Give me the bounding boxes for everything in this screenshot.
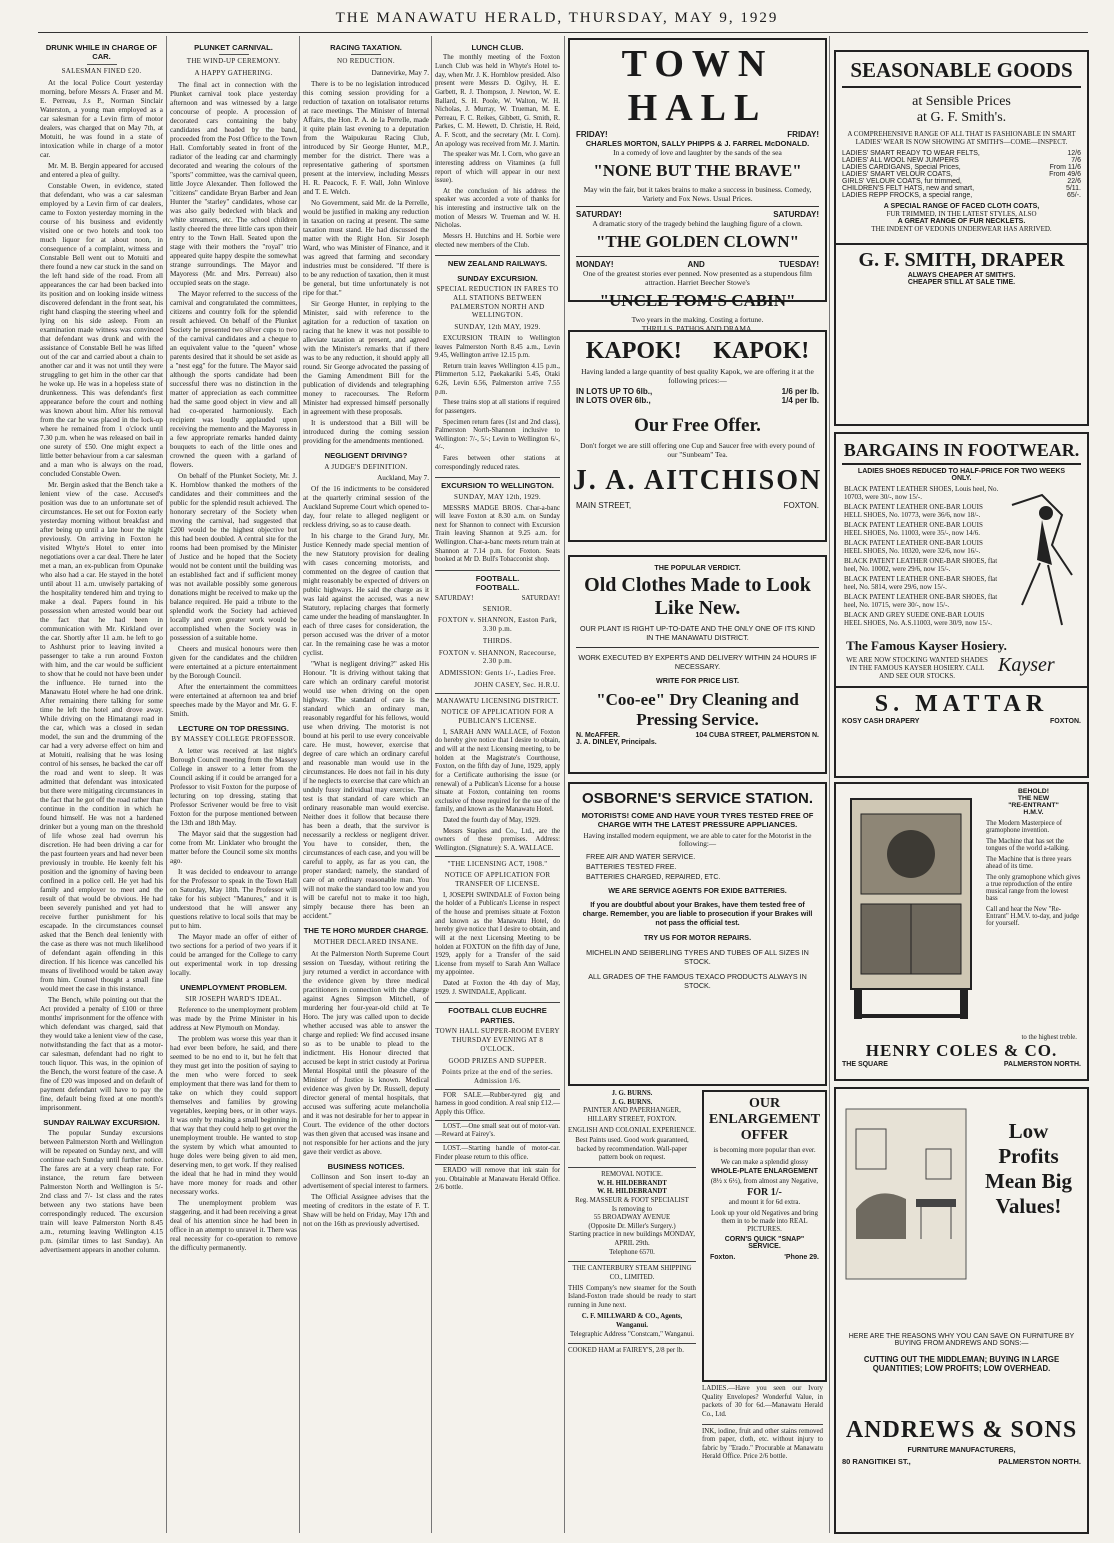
item-price: From 49/6 — [1049, 171, 1081, 178]
advert-title: Values! — [995, 1194, 1062, 1218]
dateline: Auckland, May 7. — [377, 474, 429, 483]
advert-text: THRILLS, PATHOS AND DRAMA. — [641, 324, 754, 333]
paragraph: Sir George Hunter, in replying to the Minister, said with reference to the agitation for a reduction of taxation on racing that he knew it was not possible to alleviate taxation at present, and agreed with the Minister's remarks that if there was to be any reduction, it should apply all round. Sir George advocated the passing of the Gaming Amendment Bill for the publication of dividends and telegraphing money to racecourses. The Reform Minister had expressed himself personally in agreement with these proposals. — [303, 300, 429, 417]
shoe-item: BLACK PATENT LEATHER ONE-BAR LOUIS HELL SHOES, No. 10773, were 36/6, now 18/-. — [844, 503, 983, 519]
advert-title: BARGAINS IN FOOTWEAR. — [842, 440, 1081, 465]
item-name: LADIES' SMART VELOUR COATS, — [842, 171, 953, 178]
town-hall-advert — [568, 38, 827, 333]
film-title: "NONE BUT THE BRAVE" — [593, 161, 802, 180]
paragraph: Dated the fourth day of May, 1929. — [443, 817, 541, 825]
advert-text: Having landed a large quantity of best quality Kapok, we are offering it at the following prices:— — [581, 367, 814, 385]
paragraph: After the entertainment the committees were entertained at afternoon tea and brief speeches made by the Mayor and Mr. G. F. Smith. — [170, 682, 297, 718]
headline: FOOTBALL CLUB EUCHRE PARTIES. — [435, 1002, 560, 1025]
price-value: 1/6 per lb. — [781, 387, 819, 396]
headline: LUNCH CLUB. — [471, 43, 524, 52]
advert-text: Telegraphic Address "Constcam," Wanganui. — [569, 1330, 695, 1338]
headline: NEGLIGENT DRIVING? — [324, 451, 408, 461]
advert-text: CUTTING OUT THE MIDDLEMAN; BUYING IN LARGE QUANTITIES; LOW PROFITS; LOW OVERHEAD. — [863, 1355, 1060, 1373]
paragraph: Cheers and musical honours were then given for the candidates and the children were entertained at a picture entertainment by the Borough Council. — [170, 644, 297, 680]
advert-text: FRIDAY! — [787, 130, 819, 139]
paragraph: At the Palmerston North Supreme Court session on Tuesday, without retiring the jury returned a verdict in accordance with the evidence given by three medical practitioners in connection with the charge against Agnes Simpson Mitchell, of murdering her four-year-old child at Te Horo. The jury was called upon to decide whether accused was able to answer the charge and replied: We find accused insane so as to be unable to plead to the indictment. His Honour directed that accused be kept in strict custody at Porirua Mental Hospital until the pleasure of the Minister of Justice is known. Medical evidence was given by Dr. Russell, deputy director general of mental hospitals, that accused was suffering acute melancholia and it was not desirable for her to appear in Court. The evidence of the other doctors was then given that accused was insane and not responsible for her actions and the jury gave their verdict as above. — [303, 949, 429, 1156]
paragraph: Dated at Foxton the 4th day of May, 1929. J. SWINDALE, Applicant. — [435, 980, 560, 996]
small-classifieds — [702, 1385, 823, 1530]
subheading: BY MASSEY COLLEGE PROFESSOR. — [171, 735, 296, 744]
advert-text: May win the fair, but it takes brains to make a success in business. Comedy, Variety and Fox News. Usual Prices. — [583, 185, 812, 203]
price-label: IN LOTS OVER 6lb., — [576, 396, 651, 405]
advert-text: MICHELIN AND SEIBERLING TYRES AND TUBES OF ALL SIZES IN STOCK. — [586, 948, 809, 966]
paragraph: At the local Police Court yesterday morning, before Messrs A. Fraser and M. E. Perreau, J.s P., Norman Sinclair Waterston, a young man employed as a car salesman for a Levin firm of motor dealers, was charged that on May 7th, at Motuiti, he was found in a state of intoxication while in charge of a motor car. — [40, 78, 163, 159]
advert-text: KOSY CASH DRAPERY — [842, 718, 920, 725]
advert-text: and mount it for 6d extra. — [728, 1198, 801, 1206]
shoe-item: BLACK AND GREY SUEDE ONE-BAR LOUIS HEEL SHOES, No. A.S.11003, were 30/9, now 15/-. — [844, 611, 993, 627]
notice-heading: THE CANTERBURY STEAM SHIPPING CO., LIMITED. — [568, 1261, 696, 1282]
advert-text: BATTERIES TESTED FREE. — [586, 864, 677, 871]
advertiser-name: J. A. AITCHISON — [572, 465, 823, 496]
advert-subtitle: at G. F. Smith's. — [916, 110, 1007, 125]
smith-draper-advert — [834, 50, 1089, 426]
advert-text: OUR PLANT IS RIGHT UP-TO-DATE AND THE ONLY ONE OF ITS KIND IN THE MANAWATU DISTRICT. — [579, 624, 816, 642]
advert-text: Best Paints used. Good work guaranteed, backed by recommendation. Wall-paper pattern book on request. — [575, 1137, 689, 1162]
notice-text: Points prize at the end of the series. Admission 1/6. — [442, 1068, 553, 1085]
subheading: SALESMAN FINED £20. — [61, 66, 142, 75]
headline: FOOTBALL. — [435, 570, 560, 583]
advert-title: OFFER — [740, 1128, 789, 1143]
advert-text: (8½ x 6½), from almost any Negative, — [710, 1177, 819, 1185]
paragraph: The speaker was Mr. I. Corn, who gave an interesting address on Vitamines (a full report of which will appear in our next issue). — [435, 151, 560, 185]
gramophone-cabinet-illustration — [836, 784, 986, 1034]
advert-text: 80 RANGITIKEI ST., — [842, 1457, 911, 1466]
paragraph: I, SARAH ANN WALLACE, of Foxton do hereby give notice that I desire to obtain, and will at the next Licensing meeting, to be holden at the Magistrate's Courthouse, Foxton, on the fifth day of June, 1929, apply for a Certificate authorising the issue (or renewal) of a Publican's License for a house situate at Foxton, containing ten rooms exclusive of those required for the use of the family, and known as the Manawatu Hotel. — [435, 728, 560, 814]
paragraph: The Mayor said that the suggestion had come from Mr. Linklater who brought the matter before the Council some six months ago. — [170, 830, 297, 866]
paragraph: Messrs H. Hutchins and H. Sorbie were elected new members of the Club. — [435, 232, 560, 249]
item-name: LADIES REPP FROCKS, a special range, — [842, 192, 973, 199]
notice-heading: MANAWATU LICENSING DISTRICT. — [435, 693, 560, 706]
headline: THE TE HORO MURDER CHARGE. — [303, 926, 429, 936]
column-divider — [829, 36, 830, 1533]
advert-text: 104 CUBA STREET, PALMERSTON N. — [695, 732, 819, 739]
advert-text: Having installed modern equipment, we are able to cater for the Motorist in the following:— — [583, 832, 812, 848]
advertiser-name: C. F. MILLWARD & CO., Agents, Wanganui. — [581, 1313, 683, 1329]
advert-subtitle: The Famous Kayser Hosiery. — [846, 638, 1007, 653]
advert-text: TRY US FOR MOTOR REPAIRS. — [643, 933, 752, 942]
headline: BUSINESS NOTICES. — [327, 1161, 405, 1171]
advert-title: KAPOK! — [585, 338, 682, 364]
price-row — [836, 171, 1087, 178]
advert-text: THE SQUARE — [842, 1061, 888, 1068]
paragraph: Of the 16 indictments to be considered at the quarterly criminal session of the Auckland Supreme Court which opened to-day, four relate to alleged negligent or reckless driving, so as to cause death. — [303, 485, 429, 530]
advert-text: Call and hear the New "Re-Entrant" H.M.V. to-day, and judge for yourself. — [986, 906, 1080, 927]
item-name: LADIES' SMART READY TO WEAR FELTS, — [842, 150, 980, 157]
notice-text: FOXTON v. SHANNON, Easton Park, 3.30 p.m. — [438, 616, 557, 634]
price-list — [836, 150, 1087, 199]
item-price: 65/-. — [1066, 192, 1081, 199]
subheading: A HAPPY GATHERING. — [194, 69, 273, 78]
advert-text: WORK EXECUTED BY EXPERTS AND DELIVERY WITHIN 24 HOURS IF NECESSARY. — [578, 653, 817, 671]
advertiser-name: S. MATTAR — [836, 686, 1087, 718]
advert-text: (Opposite Dr. Miller's Surgery.) — [588, 1222, 676, 1230]
subheading: MOTHER DECLARED INSANE. — [313, 937, 419, 946]
paragraph: It was decided to endeavour to arrange for the Professor to speak in the Town Hall on Saturday, May 18th. The Professor will take for his subject "Manures," and it is understood that he will answer any questions relative to local soils that may be put to him. — [170, 868, 297, 931]
advert-text: WE ARE SERVICE AGENTS FOR EXIDE BATTERIES. — [608, 886, 787, 895]
subheading: THE WIND-UP CEREMONY. — [186, 57, 281, 66]
price-row — [836, 178, 1087, 185]
advert-text: THE NEW — [1017, 795, 1050, 802]
advert-text: CORN'S QUICK "SNAP" SERVICE. — [724, 1236, 805, 1250]
subheading: SUNDAY, MAY 12th, 1929. — [454, 492, 541, 501]
notice-text: GOOD PRIZES AND SUPPER. — [448, 1056, 547, 1065]
column-divider — [431, 36, 432, 1533]
subheading: NO REDUCTION. — [337, 57, 395, 66]
film-title: "UNCLE TOM'S CABIN" — [599, 291, 796, 310]
shoe-item: BLACK PATENT LEATHER ONE-BAR LOUIS HEEL SHOES, No. 10320, were 32/6, now 16/-. — [844, 539, 983, 555]
advert-text: One of the greatest stories ever penned. Now presented as a stupendous film attraction. Harriet Beecher Stowe's — [583, 269, 812, 287]
advert-text: FRIDAY! — [576, 130, 608, 139]
headline: NEW ZEALAND RAILWAYS. — [435, 255, 560, 268]
subheading: A JUDGE'S DEFINITION. — [324, 462, 408, 471]
paragraph: On behalf of the Plunket Society, Mr. J. K. Hornblow thanked the mothers of the candidates and their committees and the public for the splendid result achieved. The honorary secretary of the Society when moving the carnival, had suggested that £200 would be the highest objective but this had been doubled. A central site for the rooms had been promised by the Minister of Justice and he hoped that the Society would not be content until the building was an established fact and if sufficient money was not available possibly some generous donations might be received to make up the balance required. He paid a tribute to the splendid work the Society had achieved locally and even greater work would be accomplished when the Society was in possession of a suitable home. — [170, 471, 297, 642]
paragraph: "What is negligent driving?" asked His Honour. "It is driving without taking that care which an ordinary careful motorist would use when driving on the open highway. The standard of care is the standard which an ordinary man, reasonably regardful for his fellows, would use when driving. The motorist is not bound at his peril to use every conceivable care. He must, however, exercise that degree of care which an ordinary careful and reasonable man would use in the circumstances. He does not fail in his duty if he neglects to exercise that care which an unduly fussy individual may exercise. The test is that standard of care which an ordinary reasonable man would exercise. Neither does it follow that because there has been a death, that the survivor is necessarily a reckless or negligent driver. You have to consider, then, the circumstances of each case, and you will be careful to apply, as far as you can, the proper standard; namely, the standard of care of an ordinary reasonable man. You will not make the standard too low and you will be careful not to make it too high, simply because there has been an accident." — [303, 660, 429, 921]
headline: EXCURSION TO WELLINGTON. — [435, 477, 560, 490]
advert-text: MONDAY! — [576, 260, 614, 269]
item-name: CHILDREN'S FELT HATS, new and smart, — [842, 185, 975, 192]
kayser-logo: Kayser — [998, 654, 1055, 676]
masthead: THE MANAWATU HERALD, THURSDAY, MAY 9, 1929 — [335, 10, 779, 26]
classified-ad: FOR SALE.—Rubber-tyred gig and harness in good condition. A real snip £12.—Apply this Office. — [435, 1089, 560, 1118]
paragraph: Specimen return fares (1st and 2nd class), Palmerston North-Shannon inclusive to Wellington: 7/-, 5/-; Levin to Wellington 6/-, 4/-. — [435, 418, 560, 452]
advert-text: A dramatic story of the tragedy behind the laughing figure of a clown. — [592, 219, 803, 228]
advert-text: Reg. MASSEUR & FOOT SPECIALIST — [575, 1196, 689, 1204]
advert-text: Is removing to — [611, 1205, 653, 1213]
advert-text: Foxton. — [710, 1254, 736, 1261]
advert-text: to the highest treble. — [1021, 1034, 1077, 1041]
subheading: SIR JOSEPH WARD'S IDEAL. — [185, 994, 282, 1003]
advert-text: If you are doubtful about your Brakes, have them tested free of charge. Remember, you are liable to prosecution if your Brakes will not pass the official test. — [582, 900, 813, 927]
advert-text: N. McAFFER. — [576, 732, 620, 739]
film-title: "THE GOLDEN CLOWN" — [595, 232, 800, 251]
headline: RACING TAXATION. — [330, 43, 402, 52]
paragraph: Fares between other stations at correspondingly reduced rates. — [435, 455, 560, 471]
advert-title: Low — [1008, 1119, 1049, 1143]
shoe-list — [836, 485, 1002, 635]
shoe-item: BLACK PATENT LEATHER ONE-BAR LOUIS HEEL SHOES, No. 11003, were 35/-, now 14/6. — [844, 521, 983, 537]
advert-text: is becoming more popular than ever. — [713, 1146, 816, 1154]
advert-title: ENLARGEMENT — [708, 1112, 821, 1127]
paragraph: MESSRS MADGE BROS. Char-a-banc will leave Foxton at 8.30 a.m. on Sunday next for Shannon to connect with Excursion Train leaving Shannon at 9.25 a.m. for Wellington. Char-a-banc meets return train at Shannon at 7.14 p.m. for Foxton. Seats booked at Mr D. Bull's Tobacconist shop. — [435, 504, 560, 564]
price-row — [836, 192, 1087, 199]
advert-text: The Modern Masterpiece of gramophone invention. — [986, 820, 1063, 834]
subheading: SPECIAL REDUCTION IN FARES TO ALL STATIONS BETWEEN PALMERSTON NORTH AND WELLINGTON. — [436, 285, 559, 320]
column-1 — [40, 38, 163, 1528]
item-price: From 11/6 — [1049, 164, 1081, 171]
shoe-item: BLACK PATENT LEATHER SHOES, Louis heel, No. 10703, were 30/-, now 15/-. — [844, 485, 999, 501]
paragraph: The Official Assignee advises that the meeting of creditors in the estate of F. T. Shaw will be held on Friday, May 17th and not on the 16th as previously advertised. — [303, 1193, 429, 1229]
advertiser-name: W. H. HILDEBRANDT — [597, 1179, 667, 1187]
advert-text: Look up your old Negatives and bring them in to be made into REAL PICTURES. — [711, 1209, 818, 1233]
enlargement-advert — [702, 1090, 827, 1382]
advert-text: PAINTER AND PAPERHANGER, HILLARY STREET, FOXTON. — [583, 1107, 681, 1123]
shoe-item: BLACK PATENT LEATHER ONE-BAR SHOES, flat heel, No. 10002, were 29/6, now 15/-. — [844, 557, 998, 573]
paragraph: Mr. M. B. Bergin appeared for accused and entered a plea of guilty. — [40, 161, 163, 179]
advert-text: AND — [687, 260, 705, 269]
item-name: LADIES CARDIGANS, Special Prices, — [842, 164, 961, 171]
advert-text: CHARLES MORTON, SALLY PHIPPS & J. FARREL McDONALD. — [585, 139, 810, 148]
advert-text: Starting practice in new buildings MONDAY, APRIL 29th. — [569, 1231, 695, 1247]
advertiser-name: J. G. BURNS. — [611, 1090, 653, 1097]
column-4 — [435, 38, 560, 1528]
dry-cleaning-advert — [568, 555, 827, 774]
masthead-rule — [38, 32, 1088, 33]
item-price: 7/6 — [1071, 157, 1081, 164]
advert-text: In a comedy of love and laughter by the sands of the sea — [613, 148, 782, 157]
advert-title: OSBORNE'S SERVICE STATION. — [581, 790, 814, 807]
advert-text: The Machine that has set the tongues of the world a-talking. — [986, 838, 1070, 852]
advert-text: BATTERIES CHARGED, REPAIRED, ETC. — [586, 874, 721, 881]
price-row — [836, 164, 1087, 171]
paragraph: The unemployment problem was staggering, and it had been receiving a great deal of his attention since he had been in office in an attempt to unravel it. There was real necessity for co-operation to remove the difficulty permanently. — [170, 1199, 297, 1253]
column-divider — [166, 36, 167, 1533]
advert-text: SATURDAY! — [576, 210, 622, 219]
notice-heading: "THE LICENSING ACT, 1908." — [435, 856, 560, 869]
advert-text: FOXTON. — [783, 501, 819, 510]
advert-text: PALMERSTON NORTH. — [998, 1457, 1081, 1466]
paragraph: There is to be no legislation introduced this coming session providing for a reduction of taxation on totalisator returns at race meetings. The Minister of Internal Affairs, the Hon. P. A. de la Perrelle, made it quite plain last evening to a deputation from the Waipukurau Racing Club, introduced by Sir George Hunter, M.P., member for the district. There was a representative gathering of sportsmen present at the interview, including Messrs H. R. Peacock, F. F. Wall, John Winlove and T. E. Welch. — [303, 80, 429, 197]
advert-text: TUESDAY! — [778, 260, 819, 269]
paragraph: The Mayor made an offer of either of two sections for a period of two years if it could be arranged for the College to carry out experimental work in top dressing locally. — [170, 933, 297, 978]
paragraph: Constable Owen, in evidence, stated that defendant, who was a car salesman employed by a Levin firm of car dealers, came to Foxton yesterday morning in the course of his business and evidently visited one or two hotels and took too much liquor for at about noon, in consequence of a complaint, witness and Constable Bell went out to Motuiti and there found a new car stuck in the sand on the left hand side of the road. From all appearances the car had been backed into its position and on looking inside witness discovered defendant in the front seat, his right hand clasping the steering wheel and lying on his side asleep. From an examination made witness was convinced that defendant was drunk and with the assistance of Constable Bell he was lifted out of the car and carried about a chain to another car and it was not until they were struggling to get him in the other car that he woke up. He was in a hopeless state of drunkenness. This was defendant's first appearance before the court and nothing was known about him. After his removal from the car he was placed in the lock-up where he remained from 1 o'clock until 7.30 p.m. when he was released on bail in one surety of £50. One might expect a little better behaviour from a car salesman and a man who is always on the road, concluded Constable Owen. — [40, 181, 163, 478]
advert-title: OUR — [748, 1096, 781, 1111]
signature: JOHN CASEY, Sec. H.R.U. — [474, 680, 560, 689]
advert-text: We can make a splendid glossy — [720, 1158, 809, 1166]
classified-ad: COOKED HAM at FAIREY'S, 2/8 per lb. — [568, 1343, 696, 1356]
advert-text: The Machine that is three years ahead of its time. — [986, 856, 1072, 870]
footwear-advert — [834, 432, 1089, 778]
furniture-advert — [834, 1087, 1089, 1534]
advert-text: THIS Company's new steamer for the South Island-Foxton trade should be ready to start running in June next. — [568, 1284, 696, 1309]
advertiser-name: J. G. BURNS. — [611, 1098, 653, 1106]
dancer-illustration — [1002, 485, 1082, 635]
paragraph: A letter was received at last night's Borough Council meeting from the Massey College in answer to a letter from the Council asking if it could be arranged for a Professor to visit Foxton for the purpose of lecturing on top dressing, stating that Professor Scrivener would be free to visit Foxton for the purpose mentioned between the 13th and 18th May. — [170, 747, 297, 828]
subheading: SUNDAY EXCURSION. — [457, 273, 538, 283]
classified-ad: LADIES.—Have you seen our Ivory Quality Envelopes? Wonderful Value, in packets of 30 for 6d.—Manawatu Herald Co., Ltd. — [702, 1385, 823, 1418]
paragraph: At the conclusion of his address the speaker was accorded a vote of thanks for his interesting and instructive talk on the motion of Messrs W. Trueman and W. H. Nicholas. — [435, 187, 560, 230]
advert-text: LADIES SHOES REDUCED TO HALF-PRICE FOR TWO WEEKS ONLY. — [857, 468, 1066, 482]
headline: PLUNKET CARNIVAL. — [194, 43, 273, 52]
headline: FOOTBALL. — [475, 583, 520, 593]
headline: DRUNK WHILE IN CHARGE OF CAR. — [45, 43, 158, 62]
item-price: 22/6 — [1067, 178, 1081, 185]
price-value: 1/4 per lb. — [781, 396, 819, 405]
advert-title: Our Free Offer. — [634, 415, 761, 436]
item-price: 12/6 — [1067, 150, 1081, 157]
advert-text: WE ARE NOW STOCKING WANTED SHADES IN THE FAMOUS KAYSER HOSIERY. CALL AND SEE OUR STOCKS. — [846, 656, 988, 680]
notice-text: SATURDAY! — [435, 594, 474, 602]
classified-ad: INK, iodine, fruit and other stains removed from paper, cloth, etc. without injury to fabric by "Erado." Procurable at Manawatu Herald Office. Price 2/6 bottle. — [702, 1424, 823, 1463]
paragraph: I, JOSEPH SWINDALE of Foxton being the holder of a Publican's License in respect of the house and premises situate at Foxton and known as the Manawatu Hotel, do hereby give notice that I desire to obtain, and will at the next Licensing Meeting to be holden at FOXTON on the fifth day of June, 1929, apply for a Transfer of the said License from myself to Sarah Ann Wallace my appointee. — [435, 891, 560, 977]
paragraph: In his charge to the Grand Jury, Mr. Justice Kennedy made special mention of the new Statutory provision for dealing with cases concerning motorists, and commented on the degree of caution that might reasonably be expected of drivers on public highways. He said the charge as it was laid against the accused, was a new Statutory, replacing charges that formerly came under the heading of manslaughter. In each of three cases for consideration, the person accused was the driver of a motor car. In the remaining case he was a motor cyclist. — [303, 532, 429, 658]
notice-text: FOXTON v. SHANNON, Racecourse, 2.30 p.m. — [438, 648, 557, 666]
classified-ad: ERADO will remove that ink stain for you. Obtainable at Manawatu Herald Office. 2/6 bottle. — [435, 1164, 560, 1193]
paragraph: No Government, said Mr. de la Perrelle, would be justified in making any reduction in taxation on racing at present. The same taxation must stand. He had discussed the matter with the Right Hon. Sir Joseph Ward, who was Minister of Finance, and it was agreed that farming and secondary industries must be considered. "If there is to be any reduction of taxation, then it must be general, but time unfortunately is not ripe for that." — [303, 199, 429, 298]
column-divider — [564, 36, 565, 1533]
price-label: IN LOTS UP TO 6lb., — [576, 387, 653, 396]
advert-text: ALWAYS CHEAPER AT SMITH'S. — [907, 272, 1016, 279]
advert-text: Don't forget we are still offering one Cup and Saucer free with every pound of our "Sunbeam" Tea. — [580, 441, 815, 459]
advert-text: A SPECIAL RANGE OF FACED CLOTH COATS, — [883, 203, 1040, 210]
paragraph: Return train leaves Wellington 4.15 p.m., Plimmerton 5.12, Paekakariki 5.45, Otaki 6.26, Levin 6.56, Palmerston arrive 7.55 p.m. — [435, 362, 560, 396]
advert-title: KAPOK! — [713, 338, 810, 364]
advertiser-name: "Coo-ee" Dry Cleaning and Pressing Service. — [596, 690, 799, 729]
paragraph: Messrs Staples and Co., Ltd., are the owners of these premises. Address: Wellington. (Signature): S. A. WALLACE. — [435, 827, 560, 852]
price-row — [836, 150, 1087, 157]
paragraph: Reference to the unemployment problem was made by the Prime Minister in his address at New Plymouth on Monday. — [170, 1006, 297, 1033]
advert-text: MAIN STREET, — [576, 501, 632, 510]
headline: SUNDAY RAILWAY EXCURSION. — [43, 1117, 160, 1127]
service-station-advert — [568, 782, 827, 1086]
shoe-item: BLACK PATENT LEATHER ONE-BAR SHOES, flat heel, No. 5814, were 29/6, now 15/-. — [844, 575, 998, 591]
advert-text: FOXTON. — [1050, 718, 1081, 725]
advert-text: ALL GRADES OF THE FAMOUS TEXACO PRODUCTS ALWAYS IN STOCK. — [588, 972, 807, 990]
paragraph: The Mayor referred to the success of the carnival and congratulated the committees, citizens and country folk for the splendid result achieved. On behalf of the Plunket Society he presented two silver cups to two of the carnival candidates and a cheque to an equivalent value to the "queen" whose parents desired that it should be set aside as a "nest egg" for the future. The Mayor said although the sports candidate had been successful there was no distinction in the matter of appreciation as each committee had the same good object in view and all had co-operated harmoniously. Each recipient was loudly applauded upon receiving the memento and the Mayoress in a few appropriate remarks handed dainty bouquets to each of the little ones and crowned the queen with a garland of flowers. — [170, 289, 297, 469]
advert-text: Two years in the making. Costing a fortune. — [631, 315, 764, 324]
column-divider — [299, 36, 300, 1533]
shoe-item: BLACK PATENT LEATHER ONE-BAR SHOES, flat heel, No. 10715, were 30/-, now 15/-. — [844, 593, 998, 609]
advert-text: H.M.V. — [1023, 809, 1044, 816]
paragraph: The Bench, while pointing out that the Act provided a penalty of £100 or three months' imprisonment for the offence with which defendant was charged, said that they would take a lenient view of the case, notwithstanding the fact that as a motor-car salesman, defendant had no right to touch liquor. This was, in the opinion of the Bench, the worst feature of the case. A fine of £20 was imposed and on default of payment defendant will have to pay the fine, default being fixed at one month's imprisonment. — [40, 995, 163, 1112]
subheading: SUNDAY, 12th MAY, 1929. — [454, 323, 541, 332]
advert-text: A GREAT RANGE OF FUR NECKLETS. — [897, 218, 1026, 225]
advertiser-name: W. H. HILDEBRANDT — [597, 1188, 667, 1196]
advert-text: WRITE FOR PRICE LIST. — [655, 676, 740, 685]
advert-title: Profits — [998, 1144, 1059, 1168]
column-2 — [170, 38, 297, 1528]
small-notices — [568, 1090, 696, 1530]
advert-text: CHEAPER STILL AT SALE TIME. — [907, 279, 1016, 286]
paragraph: It is understood that a Bill will be introduced during the coming session providing for the amendments mentioned. — [303, 419, 429, 446]
item-name: GIRLS' VELOUR COATS, fur trimmed, — [842, 178, 962, 185]
notice-heading: REMOVAL NOTICE. — [568, 1167, 696, 1180]
notice-text: SENIOR. — [482, 604, 513, 613]
gramophone-advert — [834, 782, 1089, 1081]
advert-subtitle: at Sensible Prices — [912, 94, 1011, 109]
notice-text: THIRDS. — [482, 636, 513, 645]
advert-text: FOR 1/- — [747, 1187, 782, 1198]
paragraph: Collinson and Son insert to-day an advertisement of special interest to farmers. — [303, 1173, 429, 1191]
item-name: LADIES' ALL WOOL NEW JUMPERS — [842, 157, 959, 164]
price-row — [836, 157, 1087, 164]
advertiser-name: ANDREWS & SONS — [845, 1417, 1078, 1443]
advert-text: "RE-ENTRANT" — [1008, 802, 1059, 809]
headline: LECTURE ON TOP DRESSING. — [178, 723, 289, 733]
furniture-room-illustration — [836, 1089, 976, 1289]
advert-text: ENGLISH AND COLONIAL EXPERIENCE. — [568, 1126, 696, 1134]
advert-text: WHOLE-PLATE ENLARGEMENT — [711, 1168, 818, 1175]
paragraph: Mr. Bergin asked that the Bench take a lenient view of the case. Accused's position was due to an unfortunate set of circumstances. He set out for Foxton early yesterday morning without breakfast and after being up until a late hour the night previously. On arriving in Foxton he visited Whyte's Hotel to enter into negotiations over a car deal. There he later met a man, an ex-publican from Opunake who also had a car. He stayed in the hotel until about 11 a.m. unwisely partaking of the hospitality tendered him and trying to make a deal. Papers found in his possession when arrested would bear out the fact that he had been in communication with Mr. Kirkland over the car. Shortly after 11 a.m. he left to go to Ashhurst prior to leaving invited a passenger to take a run around Foxton with him, and the car would be sufficient to show that he could not have been under the influence. He turned into the Manawatu Hotel where he had one drink. After remaining there talking for some time he left the hotel and drove away. While driving on the Himatangi road in the car, which was a closed in sedan model, the sun and the drumming of the car had a very adverse effect on him and at Motuiti, realising that he was losing control of his senses, he backed the car off the road and went to sleep. It was admitted that defendant was intoxicated but there were mitigating circumstances in the fact that he got off the road rather than continue in the condition in which he found himself. He was not a hardened drinker but a young man on the threshold of life whose zeal had overrun his discretion. He had been driving a car for the past fourteen years and had never been previously in trouble. He keenly felt his position and the ignominy of having been confined in a police cell. He yet had his family and employer to meet and the result of that would be obvious. He had been severely punished and yet had to receive further punishment for his escapade. In the circumstances counsel asked that the Bench deal leniently with the case as there was not much likelihood of defendant again offending in this direction. If his licence was cancelled his means of livelihood would be taken away from him. Counsel thought a small fine would meet the case in this instance. — [40, 480, 163, 993]
advert-text: PALMERSTON NORTH. — [1003, 1061, 1081, 1068]
notice-text: SATURDAY! — [521, 594, 560, 602]
paragraph: These trains stop at all stations if required for passengers. — [435, 399, 560, 415]
advertiser-name: G. F. SMITH, DRAPER — [836, 243, 1087, 272]
advert-text: FURNITURE MANUFACTURERS, — [907, 1447, 1016, 1454]
notice-heading: NOTICE OF APPLICATION FOR TRANSFER OF LICENSE. — [444, 871, 551, 889]
paragraph: The popular Sunday excursions between Palmerston North and Wellington will be repeated on Sunday next, and will continue each Sunday until further notice. The fares are at a very cheap rate. For instance, the return fare between Palmerston North and Wellington is 5/- 2nd class and 7/- 1st class and the rates between any two stations have been correspondingly reduced. The excursion train will leave Palmerston North 8.45 a.m., returning leaving Wellington 4.15 p.m. (similar times to last Sunday). An advertisement appears in another column. — [40, 1129, 163, 1255]
column-3 — [303, 38, 429, 1528]
classified-ad: LOST.—One small seat out of motor-van.—Reward at Fairey's. — [435, 1120, 560, 1140]
advert-text: THE INDENT OF VEDONIS UNDERWEAR HAS ARRIVED. — [871, 225, 1052, 233]
paragraph: The final act in connection with the Plunket carnival took place yesterday afternoon and was witnessed by a large concourse of people. A procession of decorated cars containing the baby candidates and headed by the band, proceeded from the Post Office to the Town Hall. Comfortably seated in front of the radiator of the leading car and charmingly decorated and wearing the colours of the "sports" committee, was the carnival queen, little Joyce Alexander. Then followed the "citizens" candidate Bryan Barber and Jean Hunter the "starley" candidates, whose car was also gaily bedecked with black and white streamers, etc. The school children lastly cheered the three little cars upon their entry to the Town Hall. Seated upon the stage with their mothers the "royal" trio appeared quite happy despite the somewhat strange surroundings. The Mayor and Mayoress (Mr. and Mrs. Perreau) also occupied seats on the stage. — [170, 80, 297, 287]
advert-text: SATURDAY! — [773, 210, 819, 219]
advert-title: Mean Big — [985, 1169, 1072, 1193]
paragraph: The monthly meeting of the Foxton Lunch Club was held in Whyte's Hotel to-day, when Mr. J. K. Hornblow presided. Also present were Messrs D. Ogilvy, H. E. Garbett, R. J. Thompson, J. Newton, W. E. Ballard, S. H. Poole, W. Walton, W. H. Nicholas, J. Murray, W. Trueman, M. E. Perreau, F. C. Reikes, Gibbett, G. Smith, R. Parkes, C. M. Hewett, D. Christie, H. Reid, A. F. Scott, and the secretary (Mr. I. Corn). An apology was received from Mr. J. Martin. — [435, 54, 560, 148]
advert-title: SEASONABLE GOODS — [842, 58, 1081, 88]
advert-text: THE POPULAR VERDICT. — [654, 563, 741, 572]
advert-text: BEHOLD! — [1018, 788, 1049, 795]
advert-text: HERE ARE THE REASONS WHY YOU CAN SAVE ON FURNITURE BY BUYING FROM ANDREWS AND SONS:— — [848, 1333, 1075, 1347]
advert-text: 55 BROADWAY AVENUE — [593, 1214, 671, 1222]
dateline: Dannevirke, May 7. — [371, 69, 429, 78]
advert-text: FUR TRIMMED, IN THE LATEST STYLES, ALSO — [886, 210, 1037, 218]
paragraph: EXCURSION TRAIN to Wellington leaves Palmerston North 8.45 a.m., Levin 9.45, Wellington arrive 12.15 p.m. — [435, 334, 560, 360]
advertiser-name: HENRY COLES & CO. — [865, 1041, 1058, 1060]
advert-title: Old Clothes Made to Look Like New. — [584, 574, 811, 619]
notice-heading: NOTICE OF APPLICATION FOR A PUBLICAN'S LICENSE. — [441, 708, 554, 726]
paragraph: The problem was worse this year than it had ever been before, he said, and there seemed to be no end to it, but he felt that they must get into the position of saying to the men who were forced to seek employment that there was land for them to take on which they could support themselves and families by growing vegetables, keeping bees, or in other ways. It was only by making a small beginning in that way that they could help to get over the unemployment trouble. He wanted to stop the system by which what amounted to huge doles were being given to aid men, deserving men, to get work. If they realised the ideal that he had in mind they would have more money for roads and other necessary works. — [170, 1035, 297, 1197]
advert-text: MOTORISTS! COME AND HAVE YOUR TYRES TESTED FREE OF CHARGE WITH THE LATEST PRESSURE APPLIANCES. — [581, 811, 814, 829]
advert-text: The only gramophone which gives a true reproduction of the entire musical range from the lowest bass — [986, 874, 1081, 902]
classified-ad: LOST.—Starting handle of motor-car. Finder please return to this office. — [435, 1142, 560, 1162]
price-row — [836, 185, 1087, 192]
advert-title: TOWN HALL — [621, 43, 774, 129]
item-price: 5/11. — [1065, 185, 1081, 192]
advert-text: Telephone 6570. — [609, 1248, 655, 1256]
advert-text: FREE AIR AND WATER SERVICE. — [586, 854, 696, 861]
notice-text: ADMISSION: Gents 1/-, Ladies Free. — [439, 669, 556, 678]
headline: UNEMPLOYMENT PROBLEM. — [180, 983, 287, 993]
kapok-advert — [568, 330, 827, 542]
notice-text: TOWN HALL SUPPER-ROOM EVERY THURSDAY EVENING AT 8 O'CLOCK. — [435, 1027, 560, 1053]
advert-text: 'Phone 29. — [784, 1254, 819, 1261]
advert-text: J. A. DINLEY, Principals. — [576, 739, 657, 746]
advert-text: A COMPREHENSIVE RANGE OF ALL THAT IS FASHIONABLE IN SMART LADIES' WEAR IS NOW SHOWING AT SMITH'S—COME—INSPECT. — [847, 130, 1076, 146]
